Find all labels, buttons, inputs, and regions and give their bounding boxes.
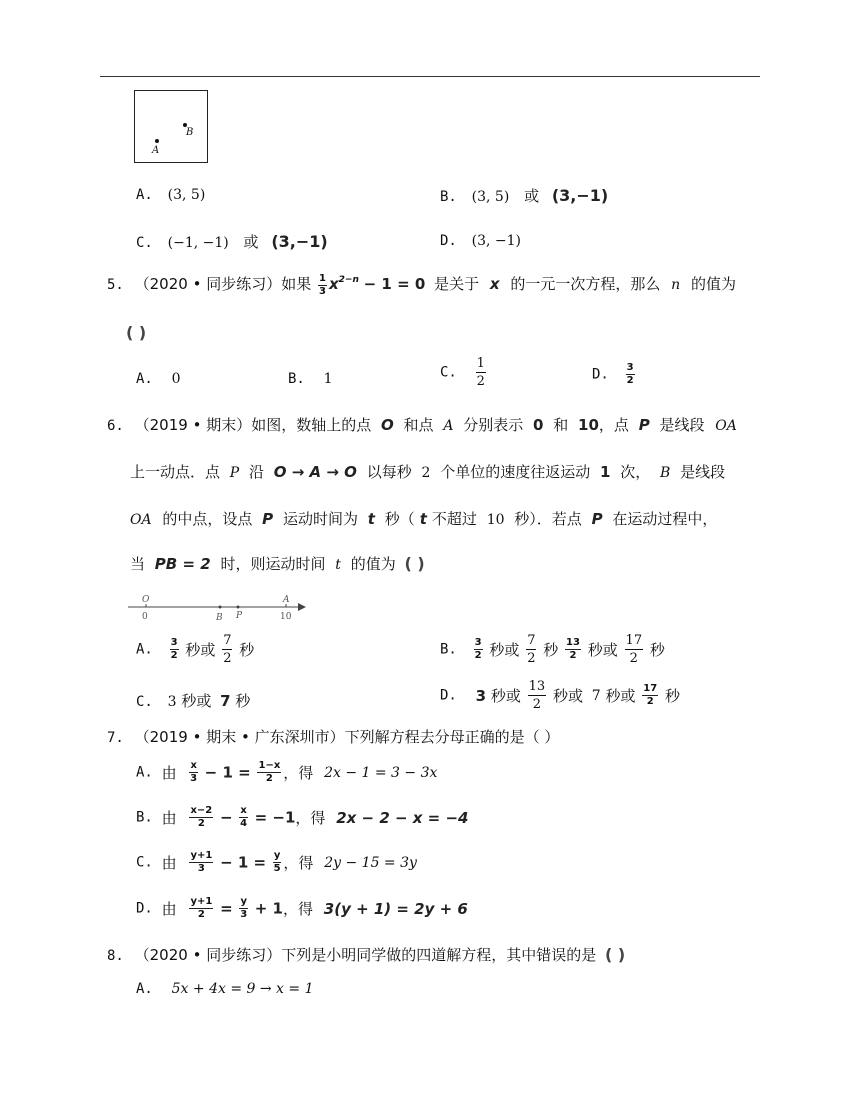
option-value: 3 (167, 694, 177, 710)
axis-arrow (298, 603, 306, 611)
option-label: A. (136, 981, 153, 997)
axis-label-a: A (283, 595, 290, 605)
var-t: t (419, 510, 427, 528)
option-unit: 秒或 (490, 687, 521, 705)
num-zero: 0 (533, 416, 544, 434)
q6-text: 秒（ (384, 510, 415, 528)
question-text: （2019 • 期末 • 广东深圳市）下列解方程去分母正确的是（ ） (134, 728, 560, 746)
option-result: 2x − 1 = 3 − 3x (324, 764, 438, 781)
point-b-label: B (186, 127, 194, 138)
q8-answer-paren: ( ) (604, 945, 626, 964)
q6-text: 和 (553, 416, 569, 434)
equation-part: − 1 = (204, 763, 251, 782)
option-label: A. (136, 187, 153, 203)
equation-rest: − 1 = 0 (363, 275, 426, 293)
q6-text: 当 (130, 555, 146, 573)
option-label: B. (136, 809, 153, 826)
var-p: P (262, 510, 274, 528)
option-value: 1 (323, 371, 333, 387)
segment-oa: OA (715, 418, 737, 434)
equation-part: = (220, 899, 233, 918)
fraction: $\frac{x-2}{2}$ (190, 805, 213, 829)
q4-option-c[interactable] (136, 231, 328, 252)
header-rule (100, 76, 760, 77)
option-value-alt: (3,−1) (271, 232, 328, 251)
option-value: (−1, −1) (167, 235, 229, 251)
q6-text: 不超过 (431, 510, 477, 528)
path-expression: O → A → O (273, 463, 357, 481)
fraction: $\frac{x}{4}$ (240, 805, 248, 829)
var-t: t (335, 557, 341, 573)
q5-option-a[interactable] (136, 369, 181, 387)
option-unit: 秒 (649, 641, 665, 659)
var-x: x (328, 275, 339, 293)
option-unit: 秒 (235, 692, 251, 710)
option-value: 7 (591, 687, 601, 704)
point-b-dot (219, 606, 222, 609)
var-o: O (380, 416, 394, 434)
q6-text: 秒）．若点 (514, 510, 582, 528)
q6-option-b[interactable] (440, 634, 665, 665)
fraction: $\frac{y}{3}$ (240, 896, 248, 920)
or-text: 或 (243, 233, 259, 251)
option-fraction: $\frac{7}{2}$ (223, 633, 232, 666)
option-label: B. (288, 371, 305, 387)
option-value: (3, 5) (167, 187, 206, 203)
q5-option-c[interactable] (440, 357, 488, 388)
q6-text: 时，则运动时间 (220, 555, 326, 573)
q5-end: 的值为 (690, 275, 736, 293)
q8-stem (107, 944, 625, 965)
num-one: 1 (600, 463, 611, 481)
q6-text: 在运动过程中， (612, 510, 718, 528)
fraction: $\frac{x}{3}$ (190, 760, 198, 784)
or-text: 或 (524, 187, 540, 205)
option-by: 由 (161, 854, 177, 872)
q6-text: 的值为 (350, 555, 396, 573)
option-fraction: $\frac{3}{2}$ (170, 637, 178, 661)
option-by: 由 (161, 809, 177, 827)
var-p: P (591, 510, 603, 528)
q6-text: 沿 (249, 463, 265, 481)
var-n: n (671, 277, 681, 293)
q6-text: 是线段 (680, 463, 726, 481)
q7-option-d[interactable] (136, 897, 468, 920)
option-get: ，得 (283, 764, 314, 782)
axis-label-ten: 10 (280, 612, 292, 622)
q5-stem (107, 273, 736, 297)
q6-option-a[interactable] (136, 634, 254, 665)
option-label: C. (136, 854, 153, 871)
option-fraction: $\frac{13}{2}$ (528, 679, 546, 712)
question-number: 5. (107, 277, 124, 293)
q6-line-1 (107, 414, 737, 435)
option-label: B. (440, 189, 457, 205)
q5-tail: 的一元一次方程，那么 (510, 275, 661, 293)
option-label: D. (440, 233, 457, 249)
question-source: （2020 • 同步练习）如果 (134, 275, 312, 293)
var-x2: x (489, 275, 500, 293)
question-number: 7. (107, 730, 124, 746)
option-fraction: $\frac{1}{2}$ (476, 356, 485, 389)
q7-option-b[interactable] (136, 806, 468, 829)
q6-text: 次， (620, 463, 651, 481)
option-label: A. (136, 641, 153, 658)
option-label: D. (136, 900, 153, 917)
num-ten: 10 (578, 416, 599, 434)
option-value: (3, 5) (471, 189, 510, 205)
option-fraction: $\frac{7}{2}$ (527, 633, 536, 666)
option-result: 2y − 15 = 3y (324, 854, 417, 871)
q5-option-d[interactable] (592, 363, 637, 386)
q5-mid: 是关于 (434, 275, 480, 293)
number-line-figure (126, 592, 310, 624)
option-unit: 秒或 (181, 692, 212, 710)
option-label: D. (592, 366, 609, 383)
option-unit: 秒或 (587, 641, 618, 659)
q7-stem (107, 726, 559, 747)
option-value: 7 (220, 692, 231, 710)
var-p: P (229, 465, 240, 481)
option-unit: 秒 (239, 641, 255, 659)
q6-option-d[interactable] (440, 680, 680, 711)
var-t: t (367, 510, 375, 528)
q6-line-4 (130, 553, 425, 574)
option-fraction: $\frac{17}{2}$ (625, 633, 643, 666)
axis-label-b: B (216, 613, 223, 623)
fraction: $\frac{1-x}{2}$ (258, 760, 281, 784)
q6-answer-paren: ( ) (404, 554, 425, 573)
axis-label-o: O (142, 595, 150, 605)
q7-option-c[interactable] (136, 851, 417, 874)
option-get: ，得 (283, 854, 314, 872)
equation-part: − (220, 808, 233, 827)
q5-answer-paren: ( ) (126, 323, 147, 342)
q6-text: 上一动点．点 (130, 463, 221, 481)
option-unit: 秒或 (605, 687, 636, 705)
option-unit: 秒 (664, 687, 680, 705)
option-label: A. (136, 764, 153, 781)
axis-label-zero: 0 (142, 612, 148, 622)
var-b: B (660, 465, 671, 481)
q6-text: 运动时间为 (282, 510, 358, 528)
q8-option-a[interactable] (136, 979, 313, 997)
equation-part: − 1 = (220, 853, 267, 872)
q6-text: 个单位的速度往返运动 (440, 463, 591, 481)
option-fraction: $\frac{13}{2}$ (566, 637, 580, 661)
segment-oa: OA (130, 512, 152, 528)
fraction: $\frac{y+1}{2}$ (190, 896, 213, 920)
option-get: ，得 (282, 900, 313, 918)
option-fraction: $\frac{17}{2}$ (643, 683, 658, 707)
condition-expression: PB = 2 (154, 555, 211, 573)
option-by: 由 (161, 764, 177, 782)
option-get: ，得 (295, 809, 326, 827)
fraction: $\frac{y+1}{3}$ (190, 850, 213, 874)
equation-part: = −1 (254, 808, 296, 827)
point-a-dot (155, 139, 159, 143)
option-label: D. (440, 687, 457, 704)
q6-text: ，点 (598, 416, 629, 434)
axis-label-p: P (236, 611, 243, 621)
option-value: 0 (171, 371, 181, 387)
option-unit: 秒 (543, 641, 559, 659)
var-p: P (638, 416, 650, 434)
point-a-label: A (152, 145, 160, 156)
option-label: A. (136, 371, 153, 387)
q6-text: 是线段 (659, 416, 705, 434)
q6-text: 和点 (403, 416, 434, 434)
num-two: 2 (421, 465, 431, 481)
point-p-dot (237, 606, 240, 609)
option-label: C. (136, 235, 153, 251)
equation-part: + 1 (254, 899, 283, 918)
option-unit: 秒或 (185, 641, 216, 659)
option-fraction: $\frac{3}{2}$ (474, 637, 482, 661)
q4-option-a[interactable] (136, 185, 205, 203)
question-number: 6. (107, 418, 124, 434)
var-a: A (443, 418, 454, 434)
q6-option-c[interactable] (136, 690, 250, 711)
option-value-alt: (3,−1) (551, 186, 609, 205)
option-fraction: $\frac{3}{2}$ (626, 362, 634, 386)
option-result: 2x − 2 − x = −4 (336, 808, 469, 827)
option-value: 5x + 4x = 9 → x = 1 (171, 981, 314, 997)
q4-option-d[interactable] (440, 231, 521, 249)
option-label: C. (440, 364, 457, 381)
q6-text: 分别表示 (463, 416, 524, 434)
q6-text: 的中点，设点 (162, 510, 253, 528)
q4-option-b[interactable] (440, 185, 608, 206)
num-ten: 10 (486, 512, 505, 528)
option-value: 3 (475, 686, 487, 705)
q6-text: （2019 • 期末）如图，数轴上的点 (134, 416, 372, 434)
q7-option-a[interactable] (136, 761, 437, 784)
q6-line-2 (130, 461, 725, 482)
question-text: （2020 • 同步练习）下列是小明同学做的四道解方程，其中错误的是 (134, 946, 597, 964)
q6-text: 以每秒 (366, 463, 412, 481)
option-unit: 秒或 (489, 641, 520, 659)
q6-line-3 (130, 508, 717, 529)
option-label: B. (440, 641, 457, 658)
question-number: 8. (107, 948, 124, 964)
q4-figure (134, 90, 208, 163)
option-value: (3, −1) (471, 233, 522, 249)
option-by: 由 (161, 900, 177, 918)
fraction: $\frac{y}{5}$ (273, 850, 281, 874)
option-result: 3(y + 1) = 2y + 6 (323, 899, 468, 918)
exponent: 2−n (338, 275, 359, 285)
coef-fraction: $\frac{1}{3}$ (318, 272, 326, 297)
option-unit: 秒或 (552, 687, 583, 705)
q5-option-b[interactable] (288, 369, 333, 387)
option-label: C. (136, 694, 153, 710)
